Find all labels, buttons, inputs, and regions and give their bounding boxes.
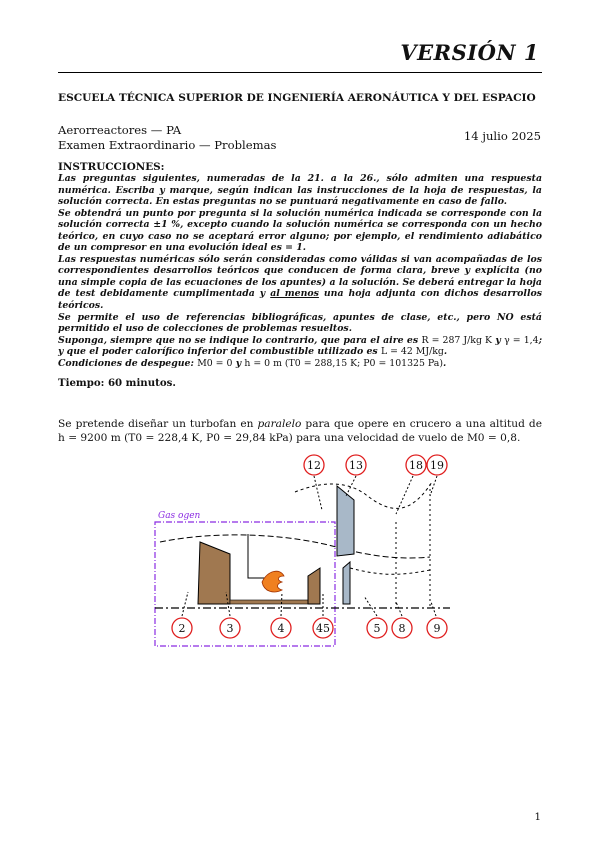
page-number: 1 (534, 812, 541, 823)
instructions-p1: Las preguntas siguientes, numeradas de la 21. a la 26., sólo admiten una respuesta numérica. Escriba y marque, según indican las instrucciones de la hoja de respuestas, la solución correcta. En estas preguntas no se puntuará negativamente en caso de fallo. (58, 173, 542, 208)
station-label-8: 8 (398, 622, 406, 635)
station-label-3: 3 (226, 622, 234, 635)
instructions-p3 (58, 254, 542, 312)
station-label-45: 45 (316, 622, 330, 635)
exam-date: 14 julio 2025 (463, 129, 541, 143)
flame-icon (262, 571, 284, 592)
p6-mach: M0 = 0 (197, 357, 233, 369)
arrow-8 (396, 602, 402, 616)
p5-heating-value: L = 42 MJ/kg (380, 346, 444, 358)
fan-upper (337, 486, 354, 556)
subject-line-1: Aerorreactores — PA (58, 123, 182, 137)
instructions-p2: Se obtendrá un punto por pregunta si la solución numérica indicada se corresponde con la solución correcta ±1 %, excepto cuando la solución numérica se corresponda con un hecho teórico, en cuyo caso no se aceptará error alguno; por ejemplo, el rendimiento adiabático de un compresor en una evolución ideal es = 1. (58, 207, 542, 254)
p5-gas-constant: R = 287 J/kg K (421, 334, 492, 346)
p6-conditions: h = 0 m (T0 = 288,15 K; P0 = 101325 Pa) (244, 357, 443, 369)
shaft (230, 600, 310, 604)
turbofan-diagram (140, 452, 470, 652)
instructions-body (58, 173, 542, 369)
station-label-12: 12 (307, 459, 321, 472)
problem-statement (58, 417, 542, 446)
arrow-2 (182, 592, 188, 616)
p5-text-b: y (492, 334, 505, 346)
fuel-line (248, 534, 268, 578)
turbine-block (308, 568, 320, 604)
station-label-18: 18 (409, 459, 423, 472)
arrow-19 (430, 476, 437, 496)
core-label: Gas ogen (158, 511, 201, 521)
subject-line-2: Examen Extraordinario — Problemas (58, 138, 277, 152)
station-label-13: 13 (349, 459, 363, 472)
arrow-12 (314, 476, 322, 510)
p5-text-a: Suponga, siempre que no se indique lo contrario, que para el aire es (58, 334, 422, 346)
problem-italic: paralelo (257, 418, 302, 430)
problem-text-1: Se pretende diseñar un turbofan en (58, 418, 258, 430)
instructions-title: INSTRUCCIONES: (58, 161, 165, 173)
station-label-5: 5 (373, 622, 381, 635)
p3-text-b: una hoja adjunta con dichos desarrollos teóricos. (58, 288, 542, 312)
station-label-4: 4 (277, 622, 285, 635)
station-label-19: 19 (430, 459, 444, 472)
compressor-block (198, 542, 230, 604)
p5-text-d: . (443, 346, 448, 358)
p5-text-c: ; y que el poder calorífico inferior del combustible utilizado es (58, 334, 543, 358)
p6-text-b: y (232, 357, 245, 369)
exam-time: Tiempo: 60 minutos. (58, 377, 176, 389)
station-label-9: 9 (433, 622, 441, 635)
header-rule (58, 72, 542, 73)
p3-text-a: Las respuestas numéricas sólo serán consideradas como válidas si van acompañadas de los correspondientes desarrollos teóricos que conducen de forma clara, breve y explícita (no una simple copia de las ecuaciones de los apuntes) a la solución. Se deberá entregar la hoja de test debidamente cumplimentada y (58, 253, 542, 300)
arrow-13 (346, 476, 356, 496)
bypass-upper-line (295, 482, 432, 508)
instructions-p6 (58, 358, 542, 370)
school-name: ESCUELA TÉCNICA SUPERIOR DE INGENIERÍA AERONÁUTICA Y DEL ESPACIO (58, 92, 536, 104)
p3-underlined: al menos (270, 288, 319, 300)
p5-gamma: γ = 1,4 (504, 334, 539, 346)
arrow-9 (431, 602, 436, 616)
station-label-2: 2 (178, 622, 186, 635)
arrow-5 (364, 596, 377, 616)
bypass-lower-line (350, 568, 430, 574)
p6-text-a: Condiciones de despegue: (58, 357, 198, 369)
problem-text-2: para que opere en crucero a una altitud de h = 9200 m (T0 = 228,4 K, P0 = 29,84 kPa) para una velocidad de vuelo de M0 = 0,8. (58, 418, 542, 445)
instructions-p5 (58, 335, 542, 358)
instructions-p4: Se permite el uso de referencias bibliográficas, apuntes de clase, etc., pero NO está permitido el uso de colecciones de problemas resueltos. (58, 311, 542, 335)
fan-lower (343, 562, 350, 604)
version-title: VERSIÓN 1 (400, 40, 539, 65)
p6-text-c: . (442, 357, 447, 369)
